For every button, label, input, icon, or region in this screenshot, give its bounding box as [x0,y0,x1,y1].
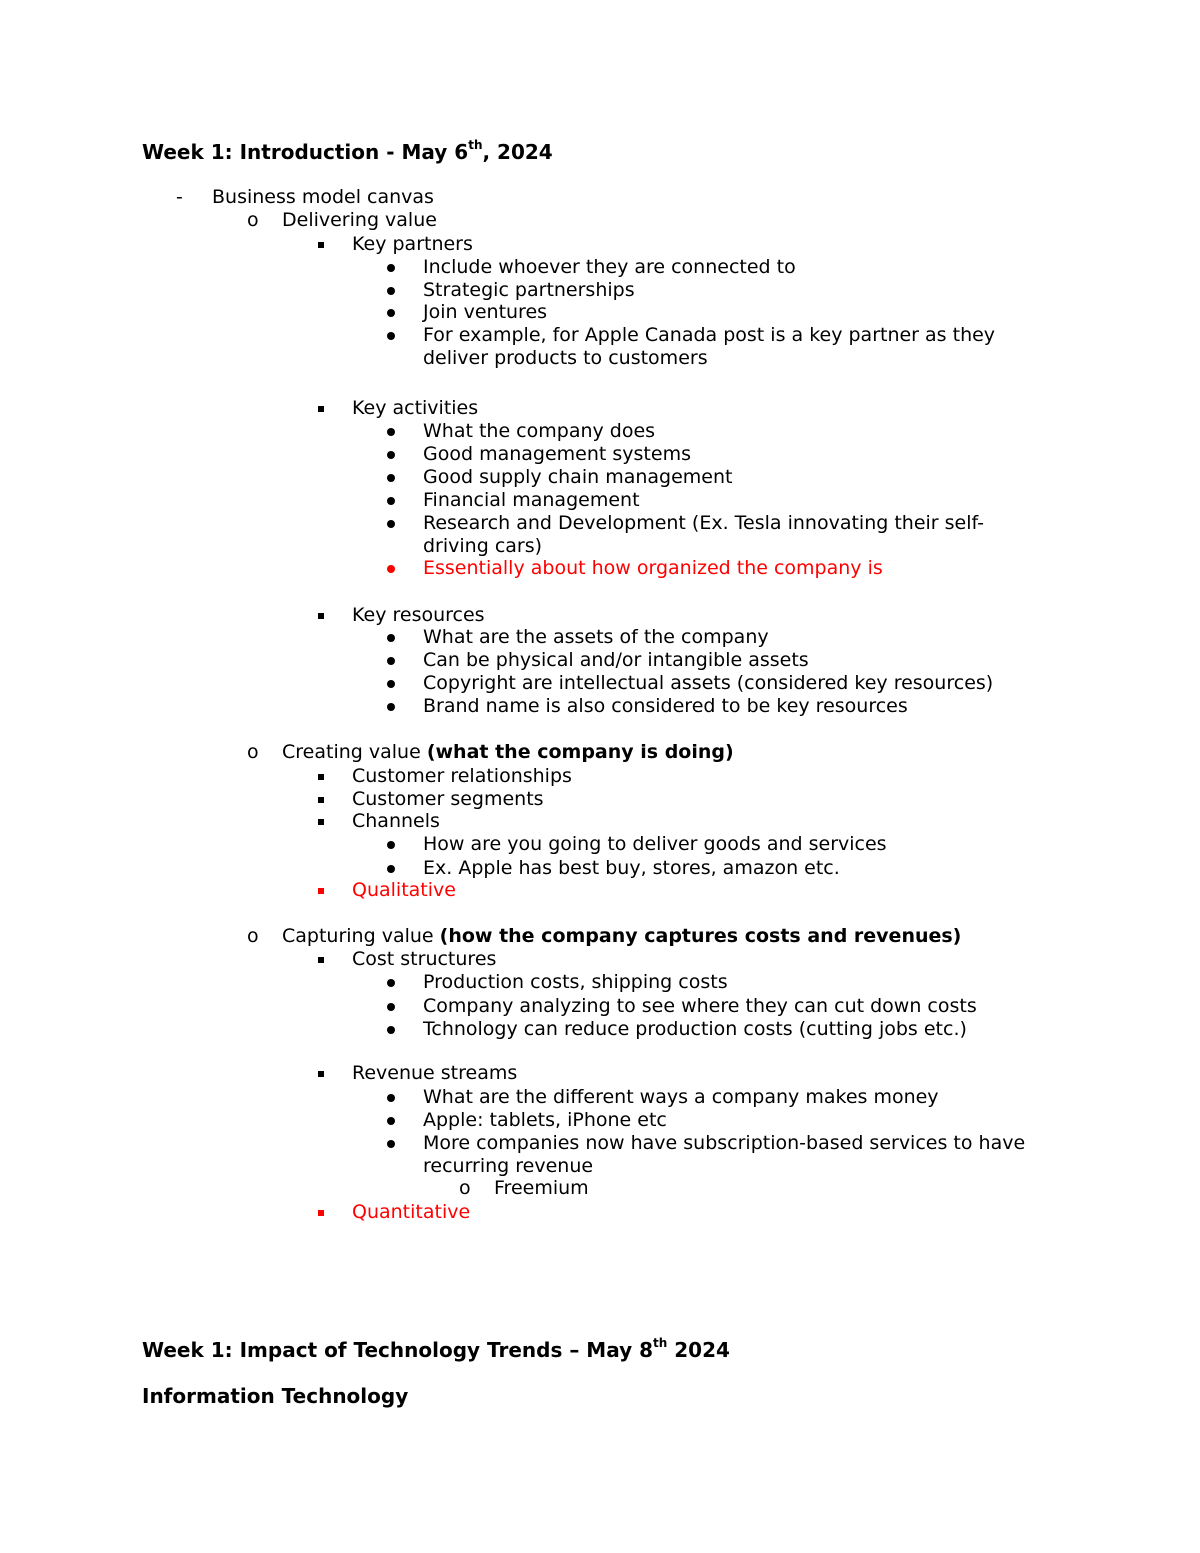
list-item-continuation: driving cars) [423,535,543,557]
info-tech-heading: Information Technology [142,1384,409,1408]
list-item: Research and Development (Ex. Tesla innovating their self- [423,512,985,534]
dot-bullet [387,657,395,665]
circle-bullet: o [459,1177,471,1199]
dot-bullet [387,1140,395,1148]
key-activities-label: Key activities [352,397,479,419]
list-item: More companies now have subscription-based services to have [423,1132,1026,1154]
dot-bullet [387,520,395,528]
heading-tail: , 2024 [482,140,553,164]
creating-value-bold: (what the company is doing) [426,741,734,763]
capturing-value-bold: (how the company captures costs and revenues) [439,925,962,947]
list-item: What the company does [423,420,656,442]
square-bullet [318,774,324,780]
dot-bullet [387,474,395,482]
dot-bullet [387,264,395,272]
dot-bullet [387,451,395,459]
list-item: Copyright are intellectual assets (considered key resources) [423,672,994,694]
list-item: Tchnology can reduce production costs (cutting jobs etc.) [423,1018,967,1040]
dot-bullet [387,332,395,340]
list-item: How are you going to deliver goods and services [423,833,887,855]
heading-text: Week 1: Introduction - May 6 [142,140,469,164]
heading-sup: th [468,138,483,153]
heading-text: Week 1: Impact of Technology Trends – May 8 [142,1338,653,1362]
list-item-highlight: Essentially about how organized the company is [423,557,883,579]
dot-bullet [387,703,395,711]
heading-tail: 2024 [667,1338,730,1362]
capturing-value-text: Capturing value [282,925,440,947]
circle-bullet: o [247,741,259,763]
list-item: Apple: tablets, iPhone etc [423,1109,667,1131]
list-item: Company analyzing to see where they can cut down costs [423,995,977,1017]
square-bullet [318,819,324,825]
list-item: Customer relationships [352,765,572,787]
revenue-streams-label: Revenue streams [352,1062,518,1084]
key-resources-label: Key resources [352,604,485,626]
list-item: Join ventures [423,301,548,323]
week1-intro-heading [142,138,553,164]
dot-bullet [387,634,395,642]
list-item: Financial management [423,489,640,511]
cost-structures-label: Cost structures [352,948,497,970]
capturing-value-label [282,925,961,947]
list-item: Include whoever they are connected to [423,256,796,278]
list-item: Freemium [494,1177,589,1199]
dot-bullet [387,680,395,688]
key-partners-label: Key partners [352,233,473,255]
creating-value-label [282,741,734,763]
dot-bullet [387,979,395,987]
dot-bullet [387,1117,395,1125]
creating-value-text: Creating value [282,741,427,763]
list-item: For example, for Apple Canada post is a key partner as they [423,324,996,346]
list-item: Strategic partnerships [423,279,635,301]
delivering-value-label: Delivering value [282,209,437,231]
dot-bullet [387,287,395,295]
square-bullet [318,797,324,803]
dash-marker: - [176,186,183,208]
list-item: Brand name is also considered to be key resources [423,695,908,717]
circle-bullet: o [247,925,259,947]
list-item: What are the assets of the company [423,626,769,648]
list-item: Good management systems [423,443,691,465]
dot-bullet [387,428,395,436]
list-item: Ex. Apple has best buy, stores, amazon etc. [423,857,840,879]
square-bullet [318,1071,324,1077]
qualitative-note: Qualitative [352,879,456,901]
list-item-continuation: recurring revenue [423,1155,594,1177]
square-bullet [318,1210,324,1216]
list-item: Customer segments [352,788,544,810]
dot-bullet [387,565,395,573]
list-item: What are the different ways a company makes money [423,1086,939,1108]
square-bullet [318,957,324,963]
square-bullet [318,406,324,412]
dot-bullet [387,1003,395,1011]
list-item: Can be physical and/or intangible assets [423,649,809,671]
heading-sup: th [653,1336,668,1351]
square-bullet [318,242,324,248]
list-item: Channels [352,810,440,832]
dot-bullet [387,841,395,849]
dot-bullet [387,1094,395,1102]
circle-bullet: o [247,209,259,231]
dot-bullet [387,309,395,317]
list-item: Production costs, shipping costs [423,971,728,993]
list-item: Good supply chain management [423,466,733,488]
dot-bullet [387,497,395,505]
quantitative-note: Quantitative [352,1201,471,1223]
week1-trends-heading [142,1336,730,1362]
square-bullet [318,888,324,894]
dot-bullet [387,1026,395,1034]
dot-bullet [387,865,395,873]
list-item-continuation: deliver products to customers [423,347,708,369]
bmc-label: Business model canvas [212,186,434,208]
square-bullet [318,613,324,619]
